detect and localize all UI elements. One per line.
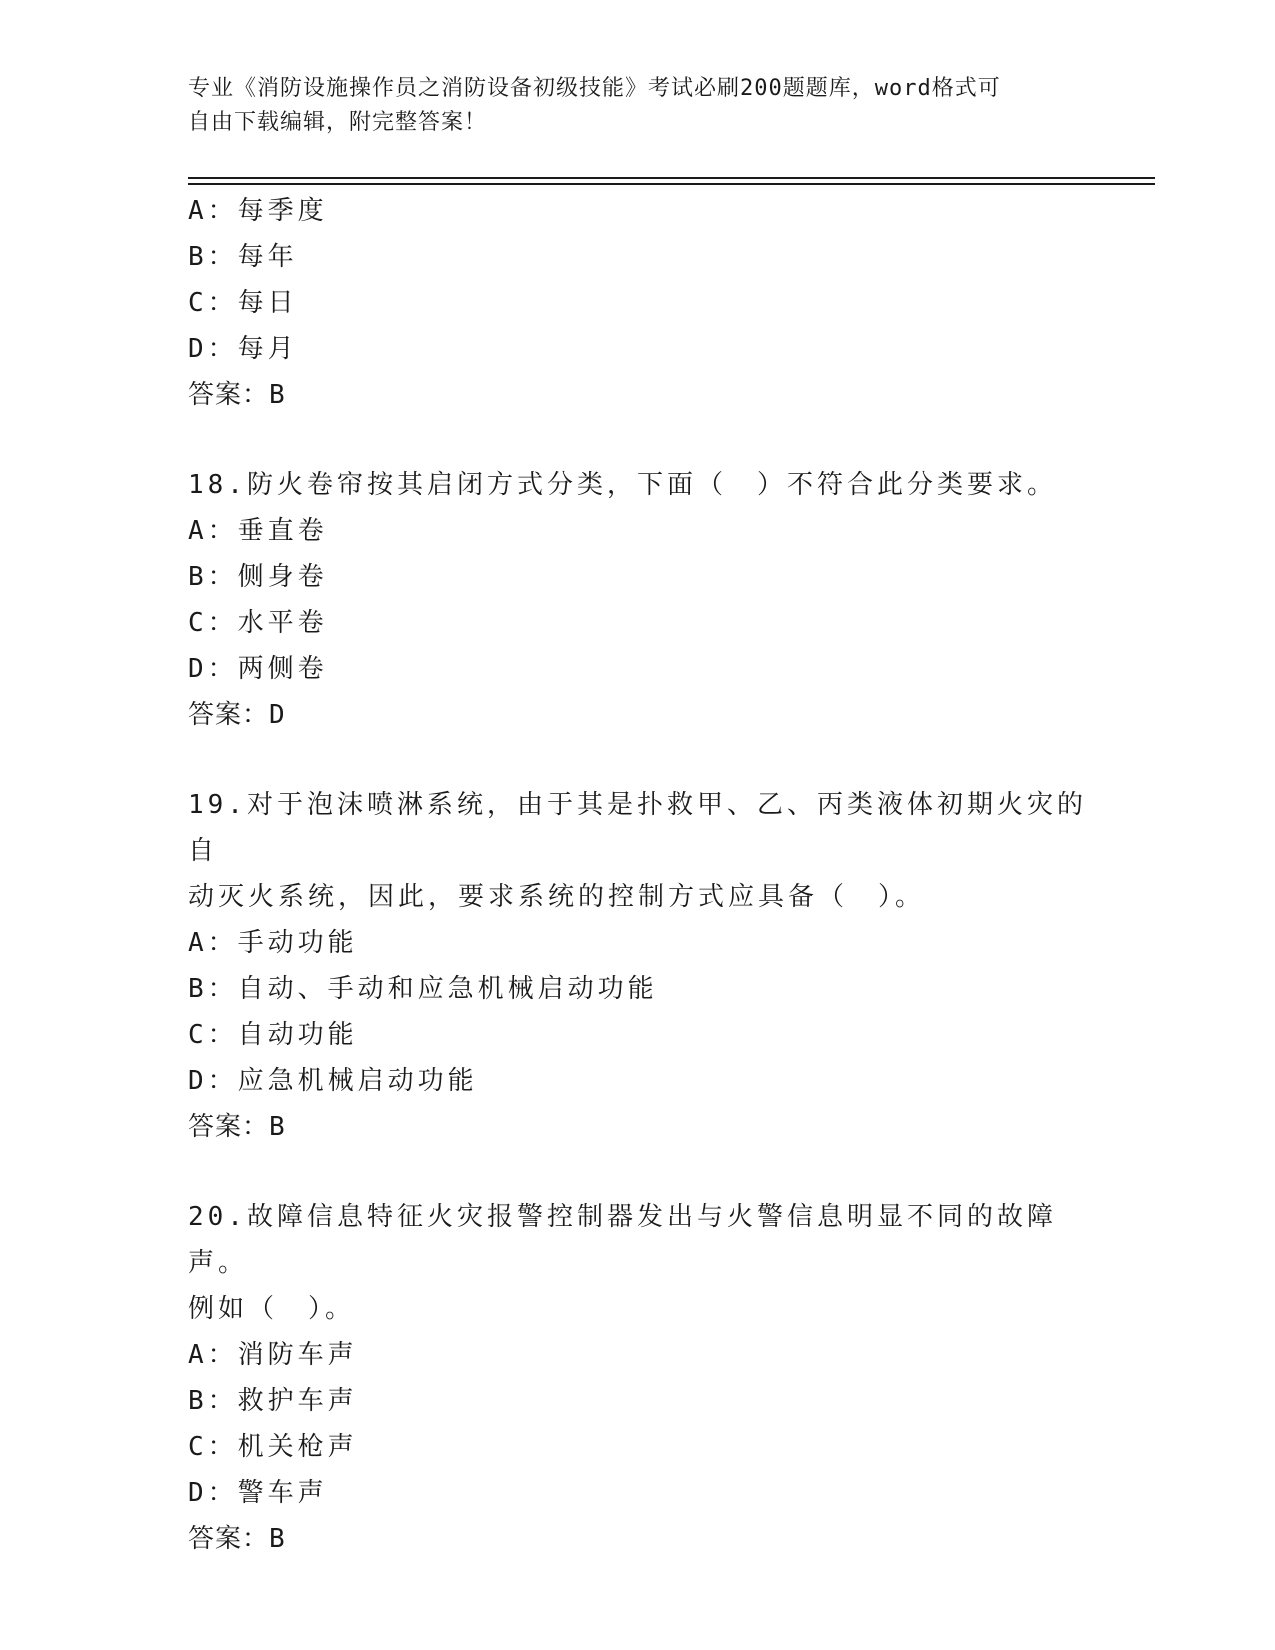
- option-b: B：自动、手动和应急机械启动功能: [188, 974, 658, 1004]
- header-divider-bottom: [188, 183, 1155, 185]
- question-text-line-2: 例如（ ）。: [188, 1294, 356, 1324]
- option-b: B：救护车声: [188, 1386, 358, 1416]
- option-b: B：侧身卷: [188, 562, 328, 592]
- header-divider-top: [188, 177, 1155, 179]
- option-c: C：机关枪声: [188, 1432, 358, 1462]
- header-line-1: 专业《消防设施操作员之消防设备初级技能》考试必刷200题题库，word格式可: [188, 76, 1001, 101]
- option-c: C：每日: [188, 288, 298, 318]
- option-b: B：每年: [188, 242, 298, 272]
- header-line-2: 自由下载编辑，附完整答案！: [188, 110, 488, 135]
- question-17: [188, 188, 1088, 418]
- option-d: D：每月: [188, 334, 298, 364]
- option-a: A：手动功能: [188, 928, 358, 958]
- option-a: A：消防车声: [188, 1340, 358, 1370]
- question-18: [188, 462, 1088, 738]
- option-a: A：垂直卷: [188, 516, 328, 546]
- question-20: [188, 1194, 1088, 1562]
- question-text-line-1: 19.对于泡沫喷淋系统，由于其是扑救甲、乙、丙类液体初期火灾的自: [188, 790, 1087, 866]
- answer: 答案：D: [188, 700, 286, 730]
- question-text-line-1: 20.故障信息特征火灾报警控制器发出与火警信息明显不同的故障声。: [188, 1202, 1057, 1278]
- question-text: 18.防火卷帘按其启闭方式分类，下面（ ）不符合此分类要求。: [188, 470, 1057, 500]
- answer: 答案：B: [188, 380, 286, 410]
- option-d: D：两侧卷: [188, 654, 328, 684]
- answer: 答案：B: [188, 1112, 286, 1142]
- option-c: C：自动功能: [188, 1020, 358, 1050]
- option-a: A：每季度: [188, 196, 328, 226]
- question-list: [188, 188, 1088, 1562]
- document-header: [188, 72, 1088, 140]
- answer: 答案：B: [188, 1524, 286, 1554]
- option-c: C：水平卷: [188, 608, 328, 638]
- question-text-line-2: 动灭火系统，因此，要求系统的控制方式应具备（ ）。: [188, 882, 926, 912]
- option-d: D：应急机械启动功能: [188, 1066, 478, 1096]
- question-19: [188, 782, 1088, 1150]
- option-d: D：警车声: [188, 1478, 328, 1508]
